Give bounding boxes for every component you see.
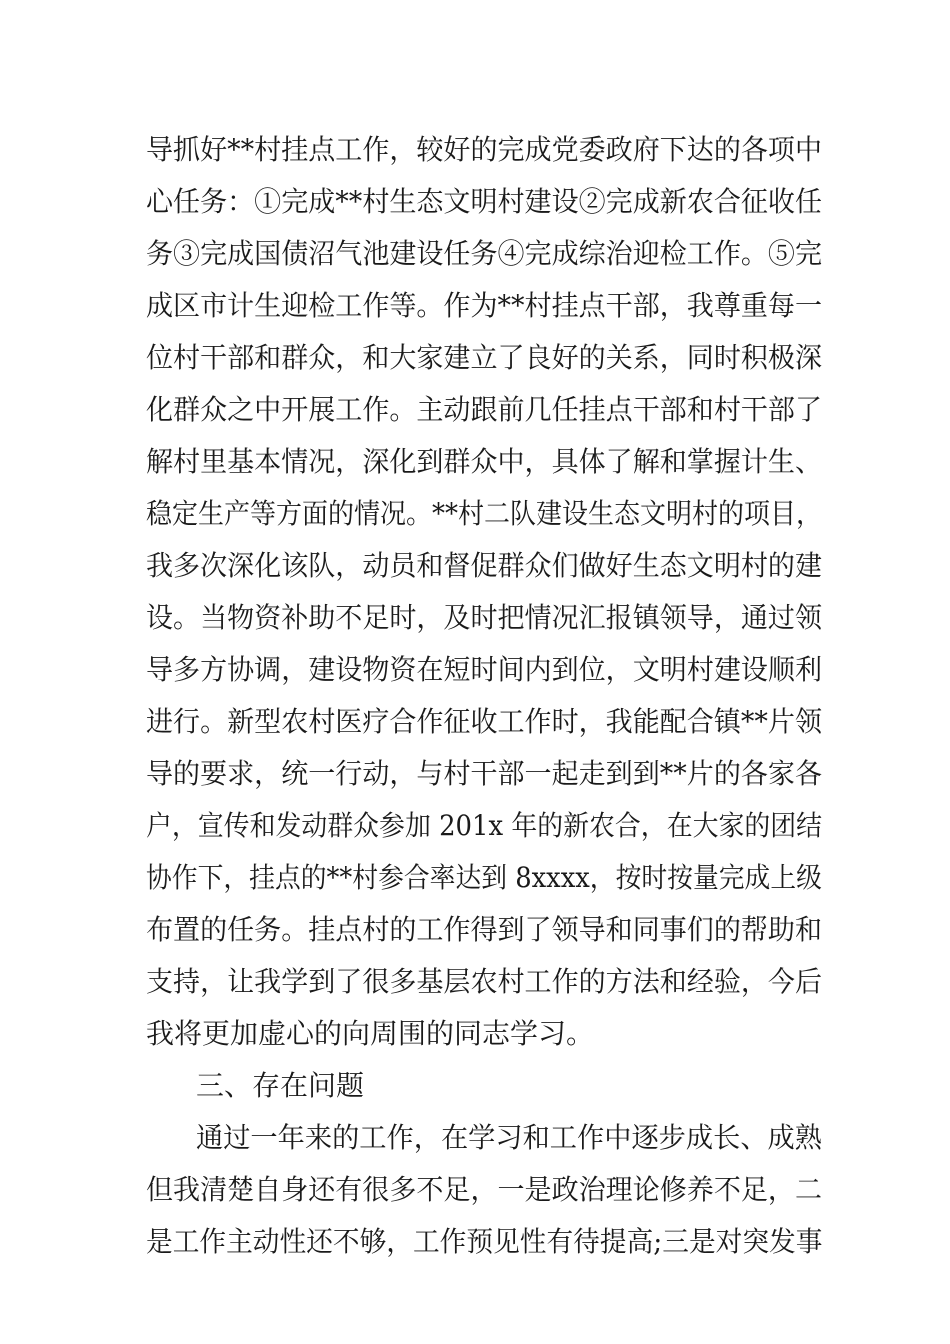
paragraph-line: 是工作主动性还不够，工作预见性有待提高;三是对突发事: [146, 1225, 823, 1258]
paragraph-line: 户，宣传和发动群众参加 201x 年的新农合，在大家的团结: [146, 809, 823, 842]
paragraph-line: 布置的任务。挂点村的工作得到了领导和同事们的帮助和: [146, 913, 823, 946]
paragraph-line: 协作下，挂点的**村参合率达到 8xxxx，按时按量完成上级: [146, 861, 822, 894]
paragraph-line: 成区市计生迎检工作等。作为**村挂点干部，我尊重每一: [146, 289, 823, 322]
paragraph-line: 化群众之中开展工作。主动跟前几任挂点干部和村干部了: [146, 393, 823, 426]
paragraph-line: 心任务：①完成**村生态文明村建设②完成新农合征收任: [146, 185, 823, 218]
paragraph-line: 我多次深化该队，动员和督促群众们做好生态文明村的建: [146, 549, 823, 582]
section-heading: 三、存在问题: [196, 1069, 365, 1102]
paragraph-line: 进行。新型农村医疗合作征收工作时，我能配合镇**片领: [146, 705, 823, 738]
paragraph-line: 我将更加虚心的向周围的同志学习。: [146, 1017, 595, 1050]
paragraph-line: 位村干部和群众，和大家建立了良好的关系，同时积极深: [146, 341, 823, 374]
paragraph-line: 但我清楚自身还有很多不足，一是政治理论修养不足，二: [146, 1173, 823, 1206]
paragraph-line: 导的要求，统一行动，与村干部一起走到到**片的各家各: [146, 757, 823, 790]
paragraph-line: 务③完成国债沼气池建设任务④完成综治迎检工作。⑤完: [146, 237, 823, 270]
paragraph-line: 通过一年来的工作，在学习和工作中逐步成长、成熟: [196, 1121, 822, 1154]
paragraph-line: 导抓好**村挂点工作，较好的完成党委政府下达的各项中: [146, 133, 823, 166]
paragraph-line: 支持，让我学到了很多基层农村工作的方法和经验，今后: [146, 965, 823, 998]
paragraph-line: 导多方协调，建设物资在短时间内到位，文明村建设顺利: [146, 653, 823, 686]
paragraph-line: 稳定生产等方面的情况。**村二队建设生态文明村的项目，: [146, 497, 823, 530]
paragraph-line: 解村里基本情况，深化到群众中，具体了解和掌握计生、: [146, 445, 823, 478]
paragraph-line: 设。当物资补助不足时，及时把情况汇报镇领导，通过领: [146, 601, 823, 634]
